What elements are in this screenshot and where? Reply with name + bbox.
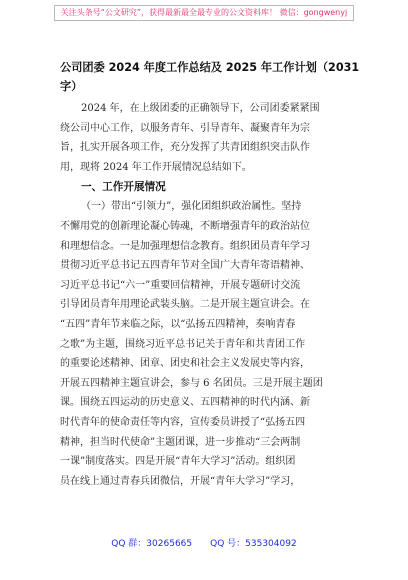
paragraph-line: 的重要论述精神、团章、团史和社会主义发展史等内容，	[60, 358, 310, 370]
paragraph-line: 之歌”为主题，围绕习近平总书记关于青年和共青团工作	[60, 338, 306, 350]
qq-group: QQ 群：30265665	[111, 539, 193, 549]
paragraph-line: 旨，扎实开展各项工作，充分发挥了共青团组织突击队作	[60, 142, 310, 154]
qq-number: QQ 号：535304092	[210, 539, 297, 549]
document-title	[60, 58, 360, 96]
paragraph-line: 引导团员青年用理论武装头脑。二是开展主题宣讲会。在	[60, 299, 310, 311]
paragraph-line: 不懈用党的创新理论凝心铸魂，不断增强青年的政治站位	[60, 220, 310, 232]
paragraph-line: “五四”青年节来临之际，以“弘扬五四精神，奏响青春	[60, 318, 296, 330]
intro-paragraph	[60, 99, 360, 177]
paragraph-line: 课。围绕五四运动的历史意义、五四精神的时代内涵、新	[60, 397, 310, 409]
title-line-2: 字）	[60, 80, 83, 93]
paragraph-line: 2024 年，在上级团委的正确领导下，公司团委紧紧围	[81, 103, 320, 114]
paragraph-line: 员在线上通过青春兵团微信，开展“青年大学习”学习，	[60, 475, 301, 487]
paragraph-line: 绕公司中心工作，以服务青年、引导青年、凝聚青年为宗	[60, 122, 310, 134]
banner-text: 关注头条号“公文研究”，获得最新最全最专业的公文资料库！ 微信：gongwenyj	[54, 5, 354, 21]
header-banner	[0, 0, 408, 44]
body-paragraph	[60, 197, 360, 491]
paragraph-line: （一）带出“引领力”，强化团组织政治属性。坚持	[81, 201, 302, 213]
title-line-1: 公司团委 2024 年度工作总结及 2025 年工作计划（2031	[60, 61, 360, 74]
paragraph-line: 习近平总书记“六一”重要回信精神，开展专题研讨交流	[60, 279, 301, 291]
paragraph-line: 用，现将 2024 年工作开展情况总结如下。	[60, 161, 252, 173]
paragraph-line: 贯彻习近平总书记五四青年节对全国广大青年寄语精神、	[60, 260, 310, 272]
paragraph-line: 精神，担当时代使命”主题团课，进一步推动“三会两制	[60, 436, 301, 448]
footer-contact	[0, 536, 408, 550]
document-body	[60, 58, 360, 491]
paragraph-line: 时代青年的使命责任等内容，宣传委员讲授了“弘扬五四	[60, 416, 306, 428]
paragraph-line: 和理想信念。一是加强理想信念教育。组织团员青年学习	[60, 240, 310, 252]
paragraph-line: 一课”制度落实。四是开展“青年大学习”活动。组织团	[60, 456, 296, 468]
section-heading: 一、工作开展情况	[81, 181, 166, 194]
paragraph-line: 开展五四精神主题宣讲会，参与 6 名团员。三是开展主题团	[60, 377, 323, 389]
